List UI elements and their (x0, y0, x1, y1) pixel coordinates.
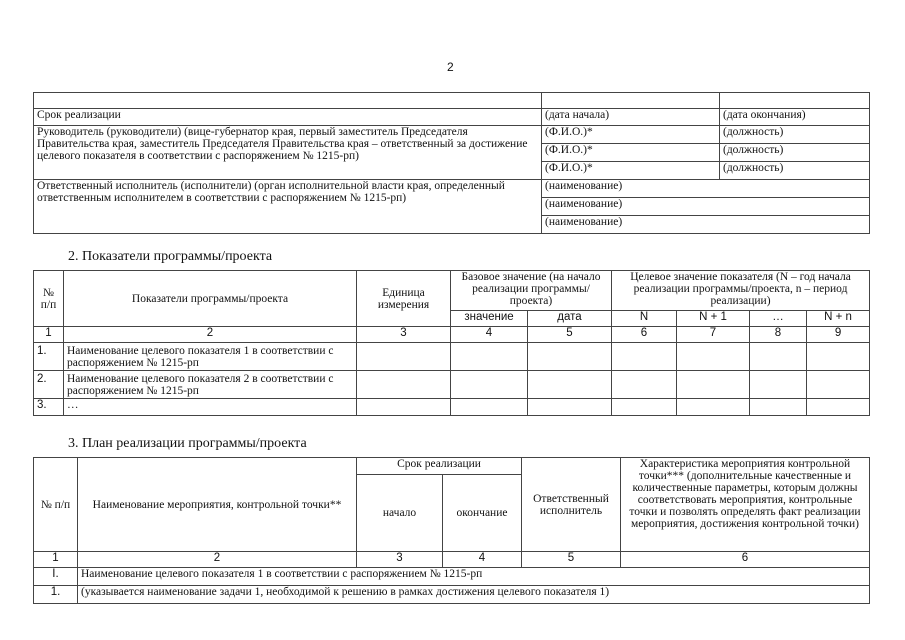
col-num-header: № п/п (34, 271, 64, 327)
col-number: 5 (528, 327, 612, 343)
indicator-name: … (64, 399, 357, 416)
target-nn-header: N + n (807, 311, 870, 327)
end-date-cell: (дата окончания) (720, 109, 870, 126)
position-cell: (должность) (720, 144, 870, 162)
target-n-header: N (612, 311, 677, 327)
col-resp-header: Ответственный исполнитель (522, 458, 621, 552)
end-header: окончание (443, 475, 522, 552)
position-cell: (должность) (720, 162, 870, 180)
head-label: Руководитель (руководители) (вице-губернатор края, первый заместитель Председателя Правительства края, заместитель Председателя Правительства края – ответственный за достижение целевого показателя в соответствии с распоряжением № 1215-рп) (34, 126, 542, 180)
indicator-name: Наименование целевого показателя 2 в соответствии с распоряжением № 1215-рп (64, 371, 357, 399)
indicator-name: Наименование целевого показателя 1 в соответствии с распоряжением № 1215-рп (64, 343, 357, 371)
start-date-cell: (дата начала) (542, 109, 720, 126)
section2-heading: 2. Показатели программы/проекта (68, 249, 273, 264)
target-n1-header: N + 1 (677, 311, 750, 327)
col-unit-header: Единица измерения (357, 271, 451, 327)
fio-cell: (Ф.И.О.)* (542, 126, 720, 144)
col-name-header: Наименование мероприятия, контрольной точки** (78, 458, 357, 552)
col-target-header: Целевое значение показателя (N – год начала реализации программы/проекта, n – период реализации) (612, 271, 870, 311)
col-number: 6 (612, 327, 677, 343)
indicator-row-text: Наименование целевого показателя 1 в соответствии с распоряжением № 1215-рп (78, 568, 870, 586)
row-number: 2. (34, 371, 64, 399)
col-number: 9 (807, 327, 870, 343)
col-number: 6 (621, 552, 870, 568)
col-number: 1 (34, 327, 64, 343)
row-number: I. (34, 568, 78, 586)
passport-table (33, 92, 870, 234)
start-header: начало (357, 475, 443, 552)
row-number: 1. (34, 586, 78, 604)
col-number: 8 (750, 327, 807, 343)
fio-cell: (Ф.И.О.)* (542, 144, 720, 162)
col-number: 2 (64, 327, 357, 343)
col-number: 3 (357, 327, 451, 343)
col-number: 4 (451, 327, 528, 343)
row-number: 1. (34, 343, 64, 371)
target-dots-header: … (750, 311, 807, 327)
col-num-header: № п/п (34, 458, 78, 552)
col-number: 7 (677, 327, 750, 343)
name-cell: (наименование) (542, 216, 870, 234)
page-number: 2 (447, 60, 454, 74)
term-label: Срок реализации (34, 109, 542, 126)
section3-heading: 3. План реализации программы/проекта (68, 436, 307, 451)
position-cell: (должность) (720, 126, 870, 144)
indicators-table (33, 270, 870, 416)
col-number: 3 (357, 552, 443, 568)
plan-table (33, 457, 870, 604)
col-number: 2 (78, 552, 357, 568)
col-number: 4 (443, 552, 522, 568)
task-row-text: (указывается наименование задачи 1, необходимой к решению в рамках достижения целевого показателя 1) (78, 586, 870, 604)
base-date-header: дата (528, 311, 612, 327)
col-term-header: Срок реализации (357, 458, 522, 475)
name-cell: (наименование) (542, 180, 870, 198)
executor-label: Ответственный исполнитель (исполнители) (орган исполнительной власти края, определенный ответственным исполнителем в соответствии с распоряжением № 1215-рп) (34, 180, 542, 234)
fio-cell: (Ф.И.О.)* (542, 162, 720, 180)
row-number: 3. (34, 399, 64, 416)
base-value-header: значение (451, 311, 528, 327)
col-number: 1 (34, 552, 78, 568)
col-char-header: Характеристика мероприятия контрольной точки*** (дополнительные качественные и количественные параметры, которым должны соответствовать мероприятия, контрольные точки и позволять определять факт реализации мероприятия, достижения контрольной точки) (621, 458, 870, 552)
name-cell: (наименование) (542, 198, 870, 216)
col-number: 5 (522, 552, 621, 568)
col-name-header: Показатели программы/проекта (64, 271, 357, 327)
col-base-header: Базовое значение (на начало реализации программы/проекта) (451, 271, 612, 311)
